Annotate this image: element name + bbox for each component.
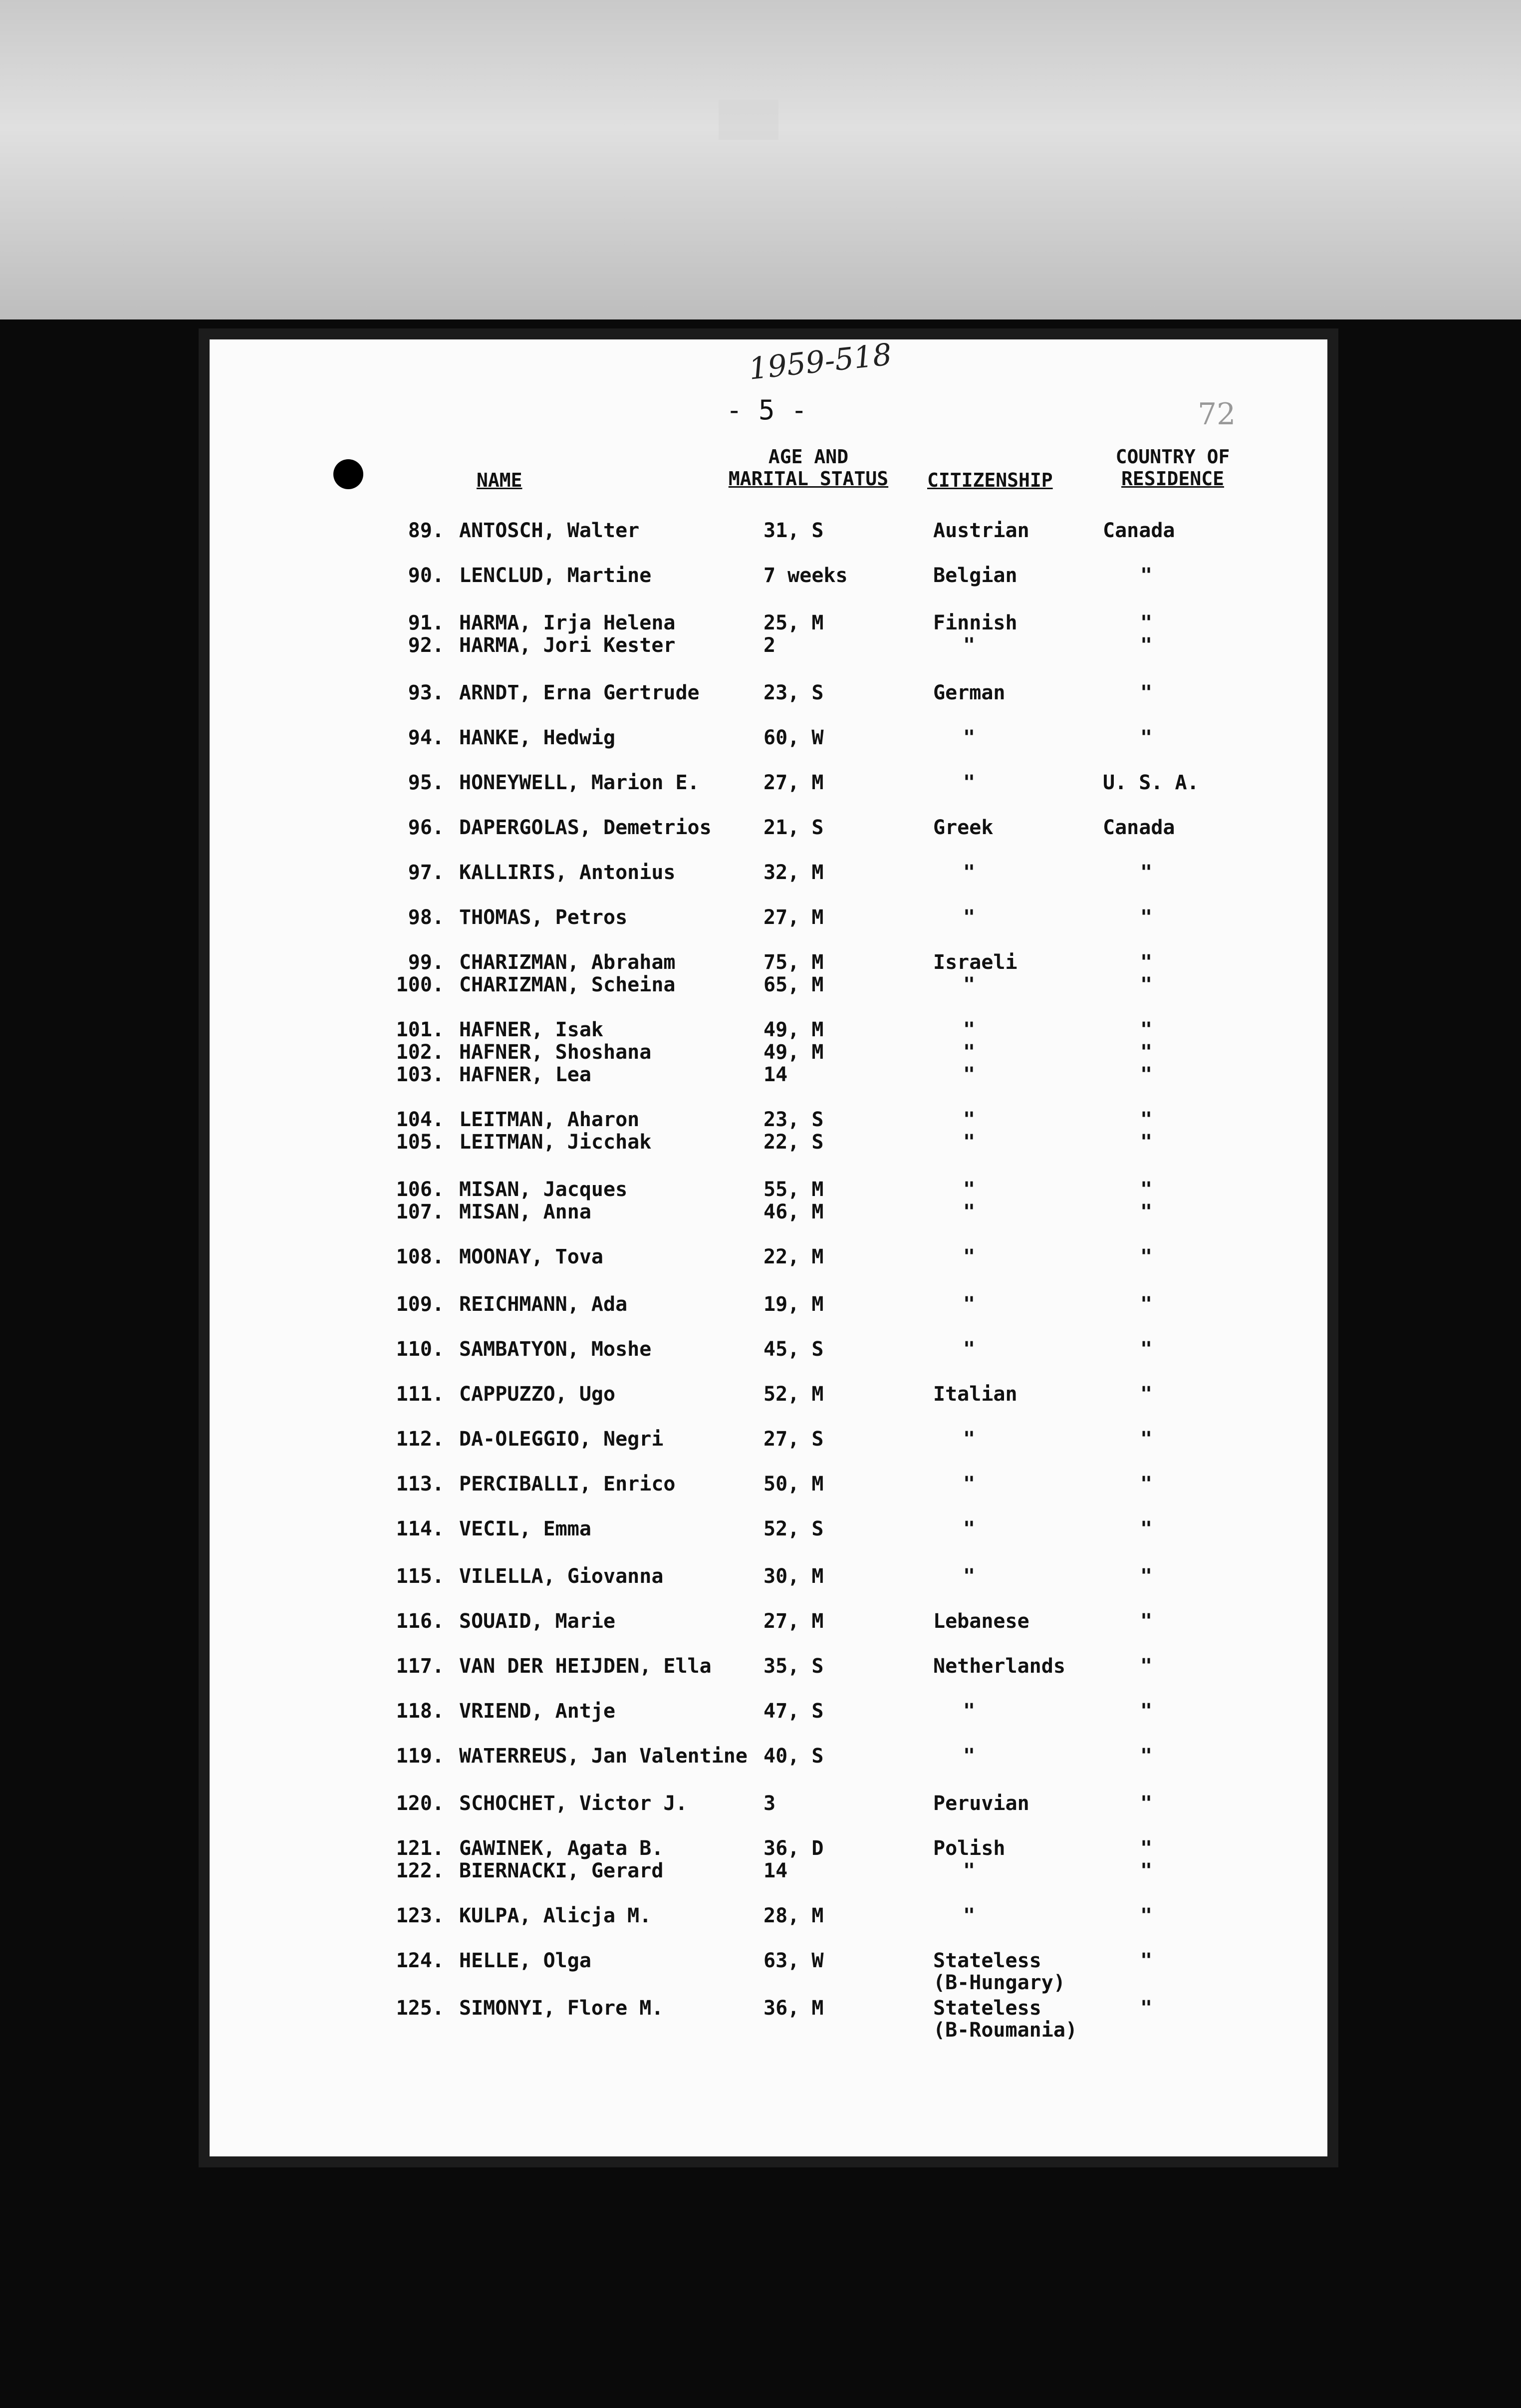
- table-row: [0, 1837, 1521, 1861]
- stamp-number: 72: [1198, 397, 1236, 432]
- entry-name: SCHOCHET, Victor J.: [459, 1792, 688, 1815]
- entry-residence: ": [1140, 1859, 1153, 1882]
- entry-residence: ": [1140, 1745, 1153, 1768]
- entry-residence: ": [1140, 1949, 1153, 1972]
- entry-residence: ": [1140, 1178, 1153, 1201]
- table-row: [0, 1792, 1521, 1816]
- table-row: [0, 1041, 1521, 1065]
- entry-age-marital: 14: [763, 1063, 788, 1086]
- entry-residence: ": [1140, 1792, 1153, 1815]
- table-row: [0, 1565, 1521, 1589]
- entry-number: 93.: [408, 681, 444, 704]
- table-row: [0, 1655, 1521, 1679]
- entry-citizenship: ": [963, 1108, 976, 1131]
- entry-citizenship: Finnish: [933, 611, 1017, 634]
- entry-number: 118.: [396, 1700, 444, 1723]
- entry-number: 90.: [408, 564, 444, 587]
- entry-residence: ": [1140, 1997, 1153, 2020]
- entry-number: 115.: [396, 1565, 444, 1588]
- entry-citizenship: ": [963, 973, 976, 996]
- entry-name: CHARIZMAN, Scheina: [459, 973, 676, 996]
- entry-age-marital: 7 weeks: [763, 564, 848, 587]
- table-row: [0, 1610, 1521, 1634]
- entry-age-marital: 35, S: [763, 1655, 824, 1678]
- entry-number: 98.: [408, 906, 444, 929]
- header-age-line2: MARITAL STATUS: [728, 468, 889, 490]
- entry-name: CAPPUZZO, Ugo: [459, 1383, 616, 1406]
- entry-age-marital: 23, S: [763, 1108, 824, 1131]
- entry-name: SOUAID, Marie: [459, 1610, 616, 1633]
- entry-residence: ": [1140, 726, 1153, 749]
- entry-citizenship: ": [963, 1201, 976, 1223]
- entry-residence: ": [1140, 1293, 1153, 1316]
- punch-hole: [333, 459, 363, 489]
- entry-number: 104.: [396, 1108, 444, 1131]
- table-row: [0, 906, 1521, 930]
- entry-citizenship: ": [963, 1745, 976, 1768]
- header-age: [709, 446, 908, 490]
- entry-residence: ": [1140, 634, 1153, 657]
- entry-citizenship: ": [963, 1041, 976, 1064]
- entry-age-marital: 27, M: [763, 1610, 824, 1633]
- entry-name: ANTOSCH, Walter: [459, 519, 640, 542]
- entry-name: MOONAY, Tova: [459, 1245, 603, 1268]
- entry-name: SIMONYI, Flore M.: [459, 1997, 664, 2020]
- entry-citizenship: Peruvian: [933, 1792, 1029, 1815]
- entry-citizenship: ": [963, 1131, 976, 1154]
- entry-residence: ": [1140, 1201, 1153, 1223]
- entry-age-marital: 45, S: [763, 1338, 824, 1361]
- entry-citizenship: Stateless: [933, 1997, 1041, 2020]
- entry-age-marital: 23, S: [763, 681, 824, 704]
- header-citizenship: CITIZENSHIP: [927, 469, 1053, 491]
- entry-number: 96.: [408, 816, 444, 839]
- page-number: - 5 -: [726, 394, 807, 426]
- entry-residence: ": [1140, 861, 1153, 884]
- entry-citizenship: ": [963, 771, 976, 794]
- entry-number: 124.: [396, 1949, 444, 1972]
- entry-number: 107.: [396, 1201, 444, 1223]
- table-row: [0, 611, 1521, 635]
- entry-name: CHARIZMAN, Abraham: [459, 951, 676, 974]
- table-row: [0, 726, 1521, 750]
- entry-age-marital: 63, W: [763, 1949, 824, 1972]
- entry-name: PERCIBALLI, Enrico: [459, 1473, 676, 1496]
- entry-age-marital: 27, M: [763, 906, 824, 929]
- entry-citizenship: Netherlands: [933, 1655, 1065, 1678]
- entry-age-marital: 46, M: [763, 1201, 824, 1223]
- entry-residence: ": [1140, 1338, 1153, 1361]
- entry-number: 110.: [396, 1338, 444, 1361]
- table-row: [0, 771, 1521, 795]
- entry-number: 103.: [396, 1063, 444, 1086]
- table-row: [0, 1700, 1521, 1724]
- entry-number: 109.: [396, 1293, 444, 1316]
- entry-name: VILELLA, Giovanna: [459, 1565, 664, 1588]
- entry-citizenship: Austrian: [933, 519, 1029, 542]
- entry-age-marital: 19, M: [763, 1293, 824, 1316]
- entry-name: VAN DER HEIJDEN, Ella: [459, 1655, 712, 1678]
- entry-residence: ": [1140, 1655, 1153, 1678]
- entry-number: 91.: [408, 611, 444, 634]
- table-row: [0, 973, 1521, 997]
- entry-number: 108.: [396, 1245, 444, 1268]
- entry-age-marital: 27, S: [763, 1428, 824, 1451]
- table-row: [0, 1904, 1521, 1928]
- entry-residence: ": [1140, 1473, 1153, 1496]
- entry-residence: ": [1140, 1428, 1153, 1451]
- entry-number: 116.: [396, 1610, 444, 1633]
- table-row: [0, 634, 1521, 658]
- entry-age-marital: 65, M: [763, 973, 824, 996]
- entry-age-marital: 31, S: [763, 519, 824, 542]
- entry-age-marital: 2: [763, 634, 776, 657]
- entry-number: 113.: [396, 1473, 444, 1496]
- entry-number: 117.: [396, 1655, 444, 1678]
- entry-citizenship: ": [963, 1517, 976, 1540]
- entry-name: LENCLUD, Martine: [459, 564, 652, 587]
- entry-age-marital: 52, M: [763, 1383, 824, 1406]
- entry-residence: ": [1140, 611, 1153, 634]
- ghost-image: [719, 100, 778, 140]
- entry-citizenship: Lebanese: [933, 1610, 1029, 1633]
- table-row: [0, 519, 1521, 543]
- table-row: [0, 1428, 1521, 1452]
- entry-number: 94.: [408, 726, 444, 749]
- entry-name: REICHMANN, Ada: [459, 1293, 628, 1316]
- entry-citizenship: Greek: [933, 816, 994, 839]
- entry-age-marital: 14: [763, 1859, 788, 1882]
- entry-citizenship: ": [963, 1293, 976, 1316]
- table-row: [0, 1473, 1521, 1497]
- table-row: [0, 951, 1521, 975]
- entry-name: THOMAS, Petros: [459, 906, 628, 929]
- table-row: [0, 1201, 1521, 1224]
- header-residence-line2: RESIDENCE: [1121, 468, 1224, 490]
- entry-number: 111.: [396, 1383, 444, 1406]
- entry-citizenship: ": [963, 1178, 976, 1201]
- entry-residence: ": [1140, 906, 1153, 929]
- table-row: [0, 1293, 1521, 1317]
- table-row: [0, 1338, 1521, 1362]
- entry-citizenship: German: [933, 681, 1006, 704]
- entry-name: HARMA, Jori Kester: [459, 634, 676, 657]
- table-row: [0, 681, 1521, 705]
- table-row: [0, 1018, 1521, 1042]
- table-row: [0, 861, 1521, 885]
- entry-residence: ": [1140, 1837, 1153, 1860]
- entry-name: MISAN, Jacques: [459, 1178, 628, 1201]
- entry-name: HARMA, Irja Helena: [459, 611, 676, 634]
- entry-name: GAWINEK, Agata B.: [459, 1837, 664, 1860]
- entry-number: 102.: [396, 1041, 444, 1064]
- entry-citizenship: ": [963, 906, 976, 929]
- entry-name: WATERREUS, Jan Valentine: [459, 1745, 748, 1768]
- table-row: [0, 1517, 1521, 1541]
- table-row: [0, 1745, 1521, 1769]
- header-residence-line1: COUNTRY OF: [1115, 446, 1230, 468]
- entry-age-marital: 22, M: [763, 1245, 824, 1268]
- table-row: [0, 1245, 1521, 1269]
- entry-residence: ": [1140, 1700, 1153, 1723]
- entry-number: 95.: [408, 771, 444, 794]
- entry-name: SAMBATYON, Moshe: [459, 1338, 652, 1361]
- entry-citizenship: ": [963, 1018, 976, 1041]
- entry-age-marital: 25, M: [763, 611, 824, 634]
- entry-residence: ": [1140, 681, 1153, 704]
- entry-name: KALLIRIS, Antonius: [459, 861, 676, 884]
- entry-number: 112.: [396, 1428, 444, 1451]
- entry-age-marital: 40, S: [763, 1745, 824, 1768]
- entry-name: VRIEND, Antje: [459, 1700, 616, 1723]
- entry-name: KULPA, Alicja M.: [459, 1904, 652, 1927]
- entry-age-marital: 50, M: [763, 1473, 824, 1496]
- entry-name: HAFNER, Isak: [459, 1018, 603, 1041]
- entry-residence: ": [1140, 1108, 1153, 1131]
- entry-age-marital: 60, W: [763, 726, 824, 749]
- entry-citizenship: Stateless: [933, 1949, 1041, 1972]
- entry-citizenship: ": [963, 1245, 976, 1268]
- entry-residence: ": [1140, 1063, 1153, 1086]
- entry-citizenship: ": [963, 634, 976, 657]
- entry-number: 106.: [396, 1178, 444, 1201]
- entry-age-marital: 36, M: [763, 1997, 824, 2020]
- entry-name: HAFNER, Shoshana: [459, 1041, 652, 1064]
- header-residence: [1098, 446, 1248, 490]
- entry-citizenship: ": [963, 1063, 976, 1086]
- entry-name: MISAN, Anna: [459, 1201, 591, 1223]
- entry-citizenship: Israeli: [933, 951, 1017, 974]
- entry-citizenship: Belgian: [933, 564, 1017, 587]
- entry-number: 125.: [396, 1997, 444, 2020]
- entry-age-marital: 52, S: [763, 1517, 824, 1540]
- entry-name: ARNDT, Erna Gertrude: [459, 681, 700, 704]
- entry-citizenship: ": [963, 1565, 976, 1588]
- entry-citizenship: ": [963, 1338, 976, 1361]
- entry-residence: ": [1140, 973, 1153, 996]
- header-age-line1: AGE AND: [768, 446, 849, 468]
- entry-residence: U. S. A.: [1103, 771, 1199, 794]
- table-row: [0, 1063, 1521, 1087]
- entry-age-marital: 3: [763, 1792, 776, 1815]
- entry-number: 119.: [396, 1745, 444, 1768]
- entry-name: HELLE, Olga: [459, 1949, 591, 1972]
- entry-residence: Canada: [1103, 816, 1175, 839]
- entry-citizenship: ": [963, 1700, 976, 1723]
- header-name: NAME: [477, 469, 522, 491]
- entry-citizenship-detail: (B-Roumania): [933, 2019, 1077, 2042]
- entry-residence: ": [1140, 1904, 1153, 1927]
- entry-age-marital: 47, S: [763, 1700, 824, 1723]
- entry-citizenship: ": [963, 1859, 976, 1882]
- table-row: [0, 1131, 1521, 1155]
- entry-number: 123.: [396, 1904, 444, 1927]
- entry-number: 100.: [396, 973, 444, 996]
- table-row: [0, 1859, 1521, 1883]
- entry-residence: ": [1140, 1041, 1153, 1064]
- entry-residence: ": [1140, 1610, 1153, 1633]
- entry-age-marital: 36, D: [763, 1837, 824, 1860]
- entry-residence: ": [1140, 1245, 1153, 1268]
- table-row: [0, 816, 1521, 840]
- entry-citizenship: ": [963, 1428, 976, 1451]
- entry-residence: ": [1140, 1517, 1153, 1540]
- table-row: [0, 1383, 1521, 1407]
- entry-name: HONEYWELL, Marion E.: [459, 771, 700, 794]
- entry-age-marital: 55, M: [763, 1178, 824, 1201]
- entry-number: 105.: [396, 1131, 444, 1154]
- entry-age-marital: 27, M: [763, 771, 824, 794]
- entry-number: 89.: [408, 519, 444, 542]
- entry-citizenship: ": [963, 1473, 976, 1496]
- table-row: [0, 1178, 1521, 1202]
- entry-number: 120.: [396, 1792, 444, 1815]
- entry-citizenship: ": [963, 861, 976, 884]
- entry-name: DAPERGOLAS, Demetrios: [459, 816, 712, 839]
- entry-name: BIERNACKI, Gerard: [459, 1859, 664, 1882]
- entry-residence: ": [1140, 951, 1153, 974]
- entry-name: DA-OLEGGIO, Negri: [459, 1428, 664, 1451]
- entry-residence: ": [1140, 1018, 1153, 1041]
- handwritten-reference: 1959-518: [747, 337, 894, 387]
- table-row: [0, 564, 1521, 588]
- entry-number: 92.: [408, 634, 444, 657]
- entry-citizenship: Polish: [933, 1837, 1006, 1860]
- table-row: [0, 1949, 1521, 1994]
- entry-name: VECIL, Emma: [459, 1517, 591, 1540]
- entry-age-marital: 22, S: [763, 1131, 824, 1154]
- table-row: [0, 1997, 1521, 2042]
- entry-citizenship: ": [963, 1904, 976, 1927]
- entry-residence: ": [1140, 1565, 1153, 1588]
- entry-citizenship: Italian: [933, 1383, 1017, 1406]
- entry-age-marital: 30, M: [763, 1565, 824, 1588]
- entry-name: LEITMAN, Aharon: [459, 1108, 640, 1131]
- entry-citizenship: ": [963, 726, 976, 749]
- entry-number: 121.: [396, 1837, 444, 1860]
- entry-number: 101.: [396, 1018, 444, 1041]
- entry-number: 114.: [396, 1517, 444, 1540]
- entry-name: LEITMAN, Jicchak: [459, 1131, 652, 1154]
- entry-name: HAFNER, Lea: [459, 1063, 591, 1086]
- film-border-top: [0, 0, 1521, 319]
- entry-name: HANKE, Hedwig: [459, 726, 616, 749]
- entry-age-marital: 21, S: [763, 816, 824, 839]
- entry-age-marital: 32, M: [763, 861, 824, 884]
- table-row: [0, 1108, 1521, 1132]
- entry-age-marital: 49, M: [763, 1041, 824, 1064]
- entry-number: 99.: [408, 951, 444, 974]
- entry-age-marital: 49, M: [763, 1018, 824, 1041]
- entry-residence: Canada: [1103, 519, 1175, 542]
- entry-number: 97.: [408, 861, 444, 884]
- entry-residence: ": [1140, 1131, 1153, 1154]
- entry-residence: ": [1140, 564, 1153, 587]
- entry-citizenship-detail: (B-Hungary): [933, 1971, 1065, 1994]
- entry-number: 122.: [396, 1859, 444, 1882]
- entry-age-marital: 28, M: [763, 1904, 824, 1927]
- entry-residence: ": [1140, 1383, 1153, 1406]
- entry-age-marital: 75, M: [763, 951, 824, 974]
